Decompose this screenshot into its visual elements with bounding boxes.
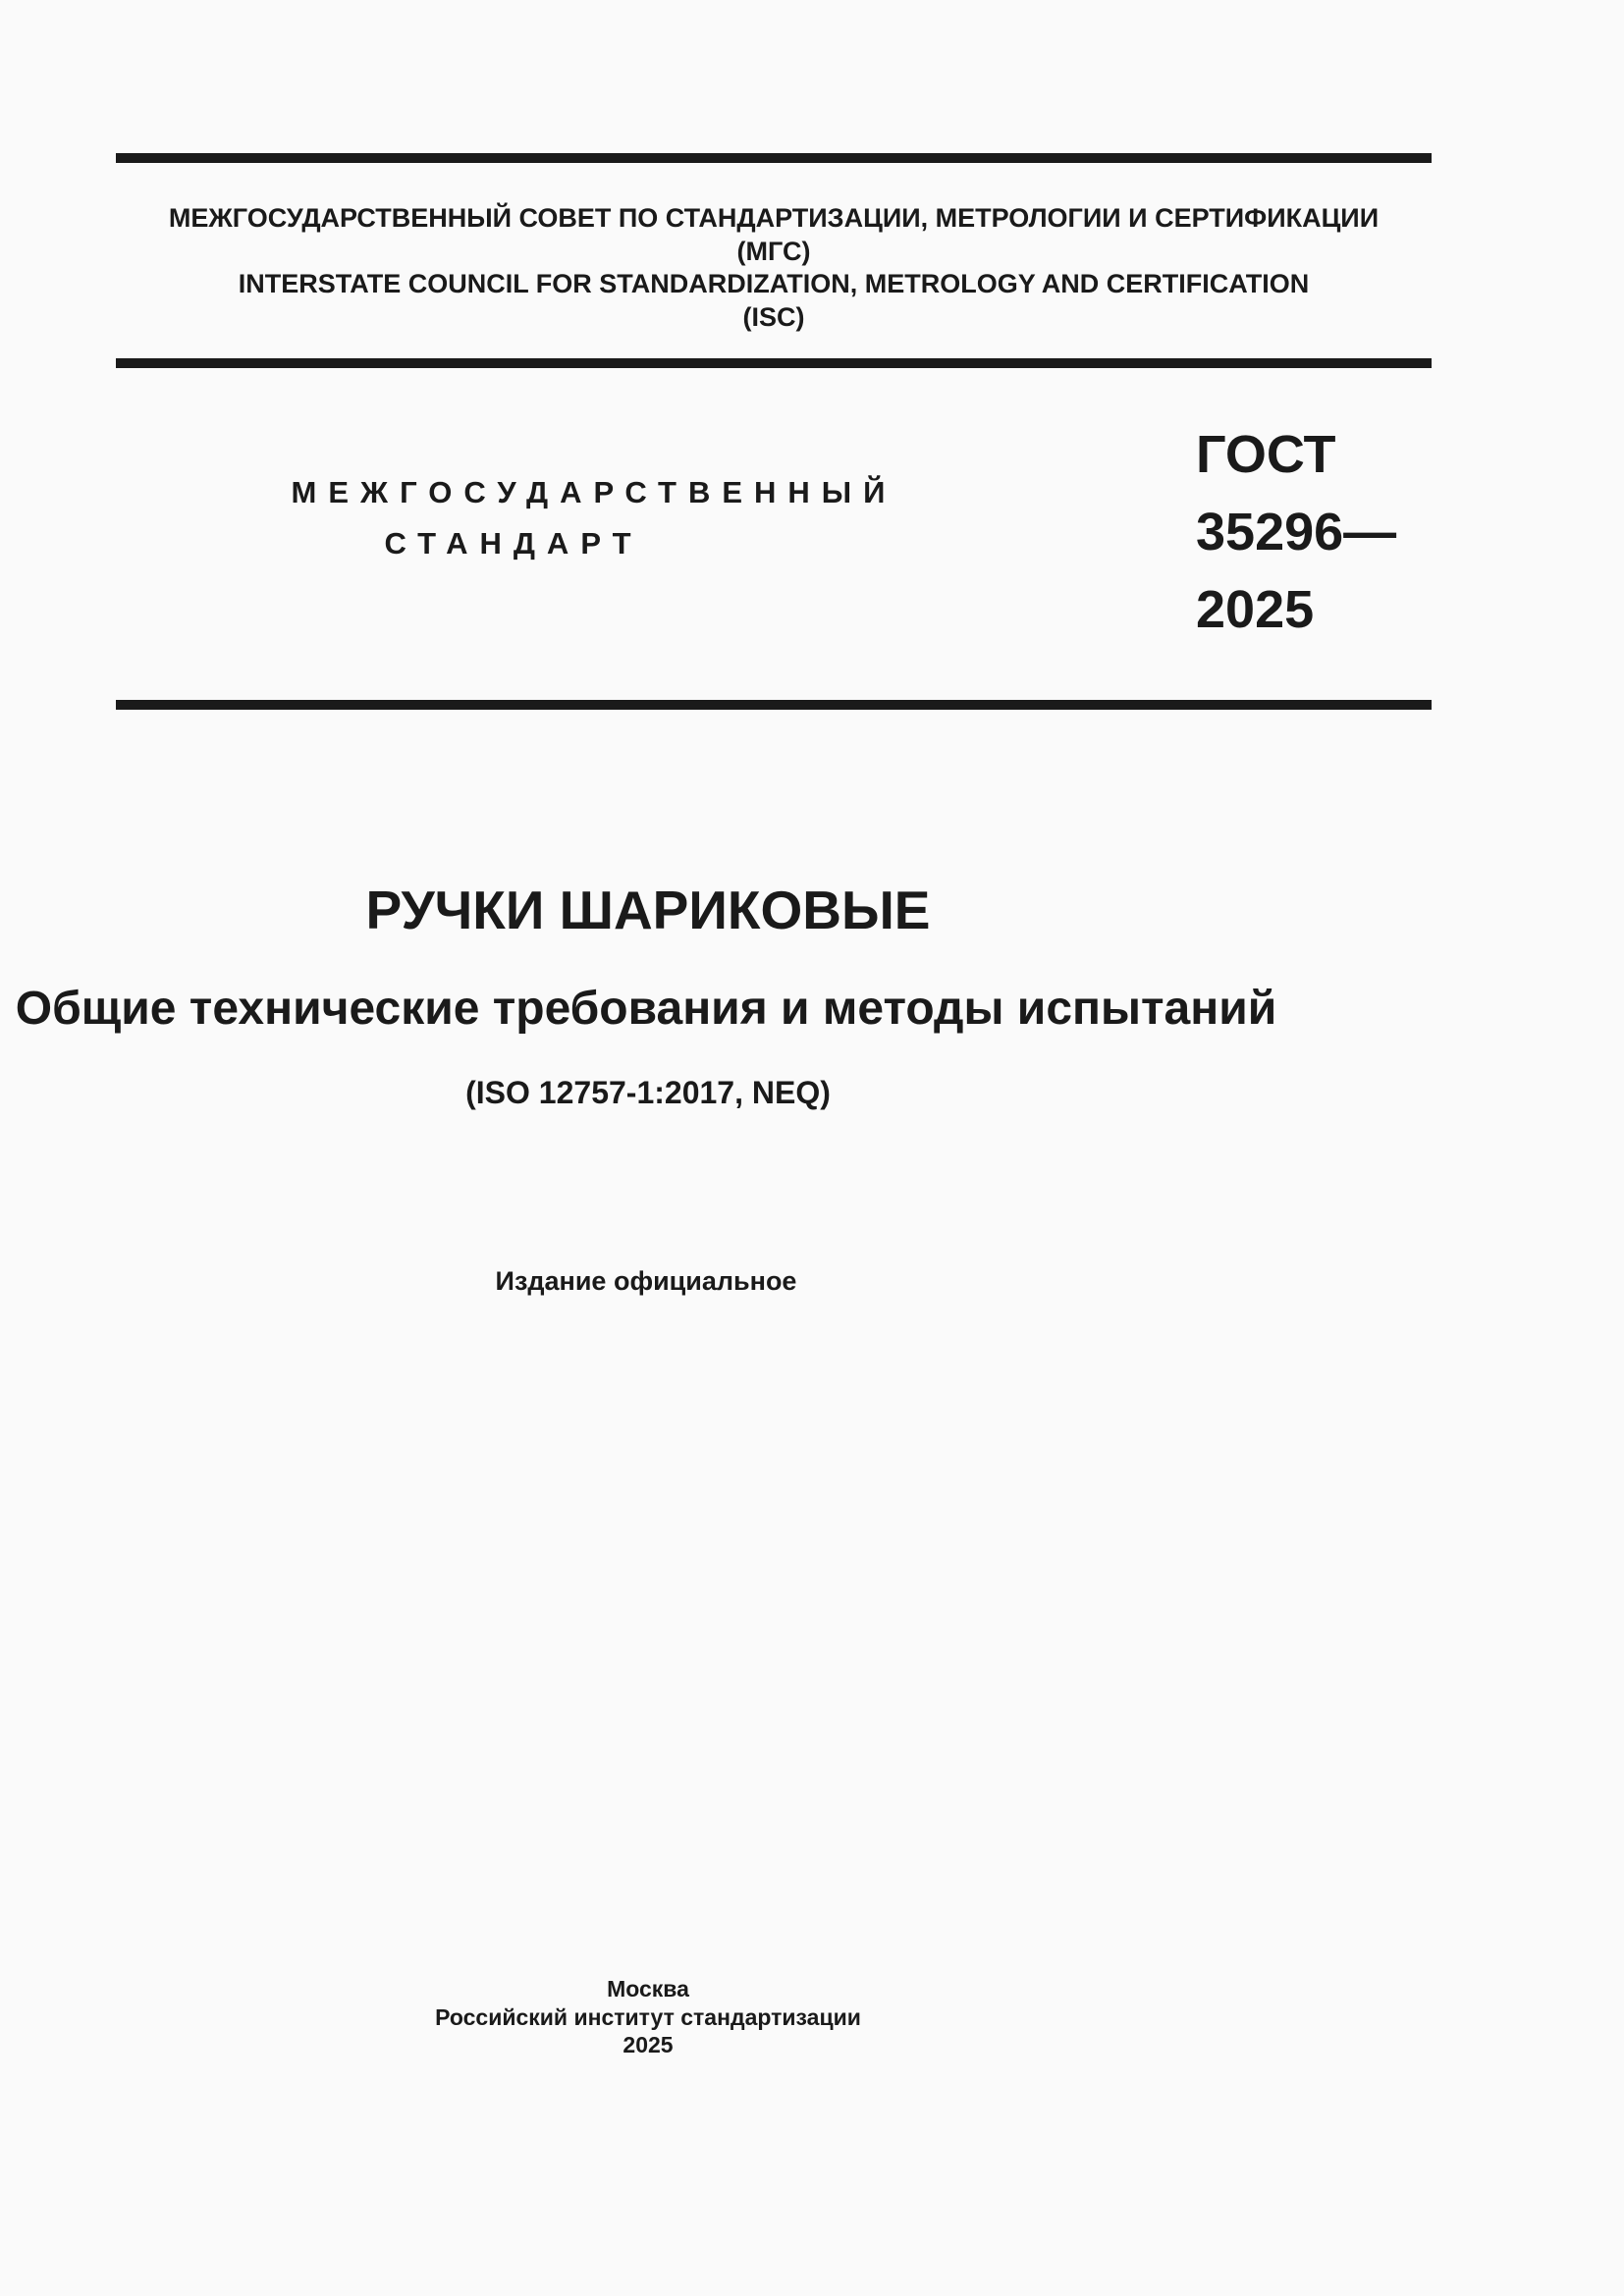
imprint [0,1975,1306,2059]
gost-number: 35296— [1196,503,1397,561]
standard-kind-line-2: СТАНДАРТ [384,526,643,561]
imprint-city: Москва [607,1976,689,2002]
council-name-en: INTERSTATE COUNCIL FOR STANDARDIZATION, METROLOGY AND CERTIFICATION [238,269,1310,298]
edition-note: Издание официальное [495,1266,797,1296]
top-divider [116,153,1432,163]
gost-designation [1196,416,1396,649]
council-header [116,202,1432,334]
standard-kind-line-1: МЕЖГОСУДАРСТВЕННЫЙ [291,475,897,509]
iso-reference: (ISO 12757-1:2017, NEQ) [465,1075,831,1110]
council-abbr-ru: (МГС) [736,236,811,266]
document-title: РУЧКИ ШАРИКОВЫЕ [365,880,931,940]
bottom-divider [116,700,1432,710]
document-subtitle: Общие технические требования и методы испытаний [15,983,1277,1035]
council-abbr-en: (ISC) [742,301,805,332]
gost-label: ГОСТ [1196,425,1336,484]
imprint-year: 2025 [623,2032,674,2057]
middle-divider [116,358,1432,368]
council-name-ru: МЕЖГОСУДАРСТВЕННЫЙ СОВЕТ ПО СТАНДАРТИЗАЦИИ, МЕТРОЛОГИИ И СЕРТИФИКАЦИИ [168,203,1380,233]
imprint-publisher: Российский институт стандартизации [435,2003,861,2030]
gost-year: 2025 [1196,580,1315,639]
